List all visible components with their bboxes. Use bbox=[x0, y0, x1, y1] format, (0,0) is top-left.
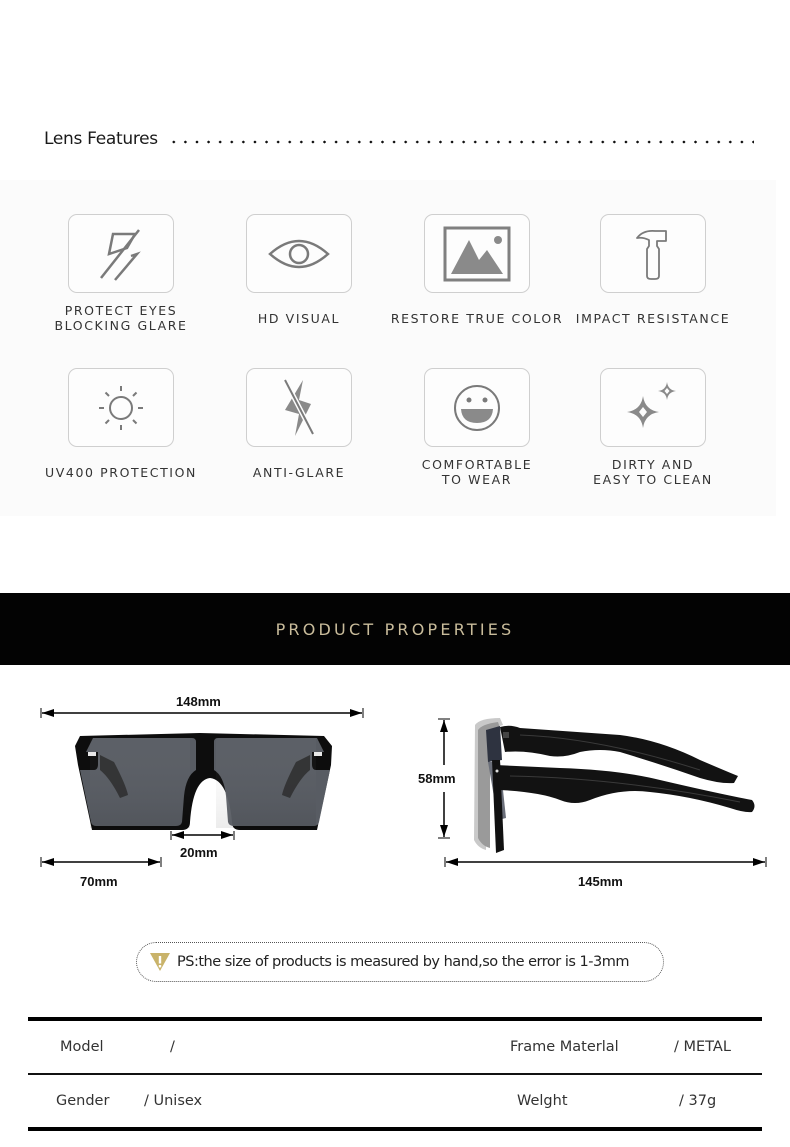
lens-features-title: Lens Features bbox=[44, 129, 158, 149]
lens-width-arrow bbox=[41, 857, 161, 867]
specs-table bbox=[28, 1017, 762, 1131]
height-label: 58mm bbox=[418, 771, 456, 786]
spec-label-weight: Welght bbox=[517, 1092, 568, 1109]
bridge-width-label: 20mm bbox=[180, 845, 218, 860]
measurement-note bbox=[136, 942, 664, 982]
feature-label: PROTECT EYES BLOCKING GLARE bbox=[54, 303, 188, 333]
spec-value-model: / bbox=[170, 1039, 175, 1055]
temple-length-arrow bbox=[445, 857, 766, 867]
feature-label: IMPACT RESISTANCE bbox=[575, 311, 731, 326]
side-view-glasses bbox=[474, 718, 755, 853]
lens-width-label: 70mm bbox=[80, 874, 118, 889]
front-width-arrow bbox=[41, 708, 363, 718]
table-row bbox=[28, 1075, 762, 1127]
spec-value-frame-material: / METAL bbox=[674, 1039, 731, 1055]
feature-label: UV400 PROTECTION bbox=[45, 465, 197, 480]
front-view-glasses bbox=[75, 733, 332, 830]
spec-label-model: Model bbox=[60, 1039, 104, 1055]
table-rule-bottom bbox=[28, 1127, 762, 1131]
spec-label-frame-material: Frame Materlal bbox=[510, 1039, 619, 1055]
bridge-arrow bbox=[171, 831, 234, 840]
spec-value-weight: / 37g bbox=[679, 1092, 717, 1109]
product-properties-title: PRODUCT PROPERTIES bbox=[275, 619, 515, 639]
note-text: PS:the size of products is measured by hand,so the error is 1-3mm bbox=[177, 954, 629, 970]
table-row bbox=[28, 1021, 762, 1073]
spec-label-gender: Gender bbox=[56, 1092, 110, 1109]
feature-label: RESTORE TRUE COLOR bbox=[390, 311, 564, 326]
front-width-label: 148mm bbox=[176, 694, 221, 709]
feature-label: COMFORTABLE TO WEAR bbox=[421, 457, 533, 487]
feature-label: HD VISUAL bbox=[257, 311, 341, 326]
feature-label: DIRTY AND EASY TO CLEAN bbox=[593, 457, 713, 487]
warning-icon bbox=[149, 952, 171, 972]
spec-value-gender: / Unisex bbox=[144, 1092, 203, 1109]
feature-label: ANTI-GLARE bbox=[252, 465, 346, 480]
temple-length-label: 145mm bbox=[578, 874, 623, 889]
